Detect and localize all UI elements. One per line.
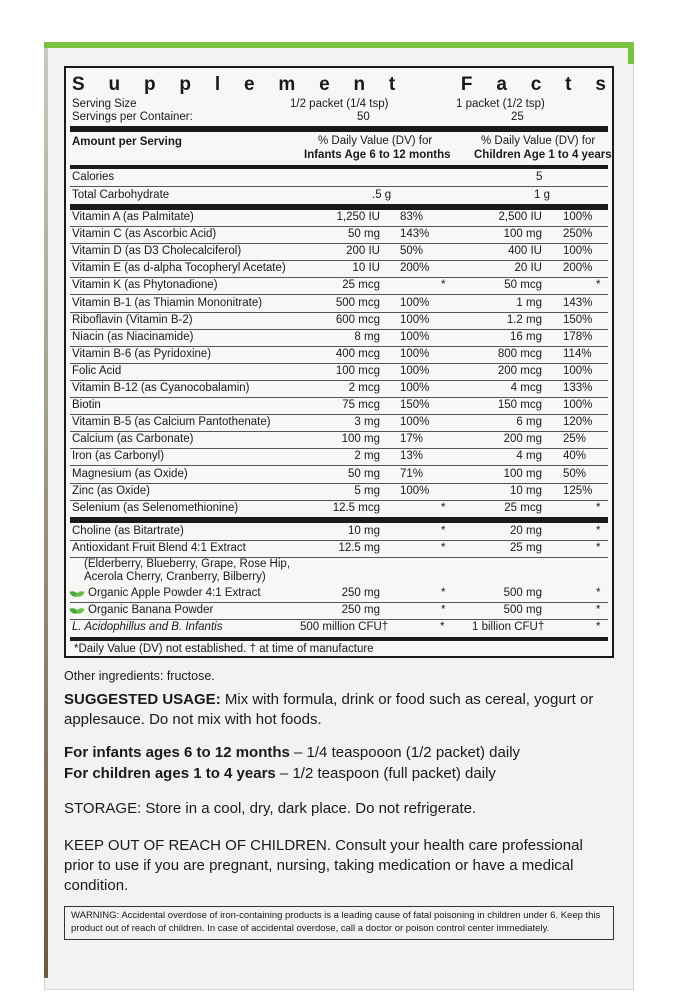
probiotic-child-dv: * (596, 621, 601, 633)
child-amount: 1.2 mg (506, 313, 542, 326)
nutrient-name: Vitamin B-12 (as Cyanocobalamin) (72, 382, 250, 394)
title-letter: S (72, 74, 85, 95)
probiotic-infant-amount: 500 million CFU† (300, 621, 389, 633)
nutrient-name: Organic Banana Powder (88, 604, 214, 616)
nutrient-row (66, 431, 612, 448)
infant-dv: 150% (400, 399, 430, 412)
infant-amount: 50 mg (348, 467, 380, 480)
nutrient-name: Vitamin D (as D3 Cholecalciferol) (72, 245, 242, 258)
child-dv: 178% (563, 330, 593, 343)
carb-infant: .5 g (372, 189, 392, 201)
infant-dv: 100% (400, 330, 430, 343)
infant-amount: 75 mcg (342, 399, 380, 412)
nutrient-row (66, 585, 612, 602)
package-edge-shadow (44, 48, 48, 978)
nutrient-row (66, 523, 612, 540)
nutrient-name: Vitamin B-5 (as Calcium Pantothenate) (72, 416, 271, 429)
infant-dv: 100% (400, 416, 430, 429)
child-amount: 200 mcg (497, 364, 542, 377)
child-dv: 133% (563, 382, 593, 394)
infant-amount: 100 mg (341, 433, 380, 446)
infant-amount: 500 mcg (335, 296, 380, 309)
child-dv: 143% (563, 296, 593, 309)
child-amount: 100 mg (503, 467, 542, 480)
iron-warning: WARNING: Accidental overdose of iron-containing products is a leading cause of fatal poisoning in children under 6. Keep this product out of reach of children. In case of accidental overdose, call a doctor or poison control center immediately. (64, 906, 614, 940)
calories-child: 5 (536, 171, 543, 183)
child-dv: 250% (563, 228, 593, 241)
servings-per-container-label: Servings per Container: (72, 111, 193, 123)
infant-dv: 200% (400, 262, 430, 275)
nutrient-row (66, 466, 612, 483)
nutrient-row (66, 243, 612, 260)
child-amount: 800 mcg (497, 347, 542, 360)
nutrient-name: Choline (as Bitartrate) (72, 525, 184, 537)
child-dv: 100% (563, 245, 593, 258)
nutrient-name: Biotin (72, 399, 101, 412)
organic-leaf-icon (70, 606, 84, 615)
nutrient-row (66, 312, 612, 329)
nutrient-row (66, 602, 612, 619)
nutrient-name: Vitamin C (as Ascorbic Acid) (72, 228, 217, 241)
infant-amount: 250 mg (341, 587, 380, 599)
nutrient-name: Vitamin A (as Palmitate) (72, 211, 194, 223)
title-letter: m (278, 74, 296, 95)
serving-size-label: Serving Size (72, 98, 137, 110)
nutrient-row (66, 414, 612, 431)
nutrient-row (66, 448, 612, 465)
title-letter: p (179, 74, 191, 95)
infant-serving-size: 1/2 packet (1/4 tsp) (290, 98, 389, 110)
nutrient-row (66, 260, 612, 277)
child-amount: 25 mg (510, 542, 542, 554)
suggested-usage (64, 690, 624, 730)
infant-amount: 200 IU (346, 245, 380, 258)
nutrient-name: Magnesium (as Oxide) (72, 467, 188, 480)
nutrient-row (66, 295, 612, 312)
infant-dv: 100% (400, 364, 430, 377)
nutrient-name: Vitamin B-6 (as Pyridoxine) (72, 347, 212, 360)
infant-dv: * (441, 279, 446, 292)
child-dv: 125% (563, 484, 593, 497)
infant-dv: 17% (400, 433, 424, 446)
infant-dv: * (441, 525, 446, 537)
facts-footnote: *Daily Value (DV) not established. † at time of manufacture (74, 643, 374, 655)
infant-amount: 50 mg (348, 228, 380, 241)
nutrient-row (66, 363, 612, 380)
title-letter: e (319, 74, 330, 95)
nutrient-row (66, 277, 612, 294)
title-letter: c (530, 74, 542, 95)
title-letter: u (108, 74, 121, 95)
infant-amount: 400 mcg (335, 347, 380, 360)
keep-out-of-reach: KEEP OUT OF REACH OF CHILDREN. Consult your health care professional prior to use if you are pregnant, nursing, taking medication or have a medical condition. (64, 837, 583, 894)
nutrient-row (66, 500, 612, 517)
child-dv: 200% (563, 262, 593, 275)
title-letter: p (143, 74, 156, 95)
infant-amount: 25 mcg (342, 279, 380, 292)
child-amount: 20 IU (514, 262, 542, 275)
nutrient-name: Antioxidant Fruit Blend 4:1 Extract (72, 542, 246, 554)
nutrient-name: Riboflavin (Vitamin B-2) (72, 313, 193, 326)
infant-dosage (64, 743, 624, 763)
infant-amount: 2 mg (354, 450, 380, 463)
child-dosage-text: – 1/2 teaspoon (full packet) daily (275, 765, 496, 782)
supplement-facts-title (72, 74, 606, 96)
child-dv: 50% (563, 467, 587, 480)
infant-dv: 143% (400, 228, 430, 241)
title-letter: l (214, 74, 221, 95)
nutrient-row (66, 397, 612, 414)
title-letter: F (460, 74, 473, 95)
title-letter: t (565, 74, 572, 95)
child-dv: * (596, 604, 601, 616)
child-amount: 500 mg (503, 587, 542, 599)
child-dv: * (596, 587, 601, 599)
child-dv: 120% (563, 416, 593, 429)
nutrient-name: Vitamin E (as d-alpha Tocopheryl Acetate) (72, 262, 286, 275)
nutrient-row (66, 226, 612, 243)
child-serving-size: 1 packet (1/2 tsp) (456, 98, 545, 110)
child-dv: * (596, 279, 601, 292)
child-amount: 10 mg (510, 484, 542, 497)
infant-amount: 2 mcg (348, 382, 380, 394)
infant-dv: 100% (400, 484, 430, 497)
infant-amount: 250 mg (341, 604, 380, 616)
infant-amount: 100 mcg (335, 364, 380, 377)
title-letter: e (243, 74, 255, 95)
child-dv: 25% (563, 433, 587, 446)
child-amount: 6 mg (516, 416, 542, 429)
child-amount: 150 mcg (497, 399, 542, 412)
nutrient-row (66, 329, 612, 346)
carb-row (66, 187, 612, 204)
child-amount: 50 mcg (504, 279, 542, 292)
infant-amount: 8 mg (354, 330, 380, 343)
nutrient-name: Vitamin B-1 (as Thiamin Mononitrate) (72, 296, 263, 309)
child-dv: 114% (563, 347, 592, 360)
child-amount: 2,500 IU (498, 211, 542, 223)
probiotic-name: L. Acidophillus and B. Infantis (72, 621, 223, 633)
title-letter: t (388, 74, 396, 95)
infant-dv: * (441, 604, 446, 616)
infant-dosage-text: – 1/4 teaspooon (1/2 packet) daily (289, 744, 521, 761)
child-dv: 100% (563, 364, 593, 377)
infant-amount: 5 mg (354, 484, 380, 497)
calories-label: Calories (72, 171, 115, 183)
dv-child-header-1: % Daily Value (DV) for (481, 135, 596, 147)
child-dv: 100% (563, 211, 593, 223)
child-amount: 4 mcg (510, 382, 542, 394)
nutrient-name: Calcium (as Carbonate) (72, 433, 194, 446)
dv-infant-header-2: Infants Age 6 to 12 months (304, 149, 451, 161)
infant-dv: 83% (400, 211, 424, 223)
divider-thick (70, 126, 608, 132)
carb-child: 1 g (534, 189, 550, 201)
probiotic-infant-dv: * (440, 621, 445, 633)
title-letter: s (595, 74, 606, 95)
child-amount: 16 mg (510, 330, 542, 343)
nutrient-row (66, 380, 612, 397)
child-amount: 400 IU (508, 245, 542, 258)
nutrient-name: Selenium (as Selenomethionine) (72, 501, 239, 514)
fruit-blend-line-1: (Elderberry, Blueberry, Grape, Rose Hip, (84, 558, 291, 570)
infant-dv: * (441, 587, 446, 599)
infant-dv: 100% (400, 382, 430, 394)
infant-servings: 50 (357, 111, 370, 123)
amount-per-serving-label: Amount per Serving (72, 136, 182, 148)
nutrient-name: Vitamin K (as Phytonadione) (72, 279, 218, 292)
child-dv: * (596, 542, 601, 554)
infant-amount: 3 mg (354, 416, 380, 429)
organic-leaf-icon (70, 589, 84, 598)
nutrient-name: Iron (as Carbonyl) (72, 450, 165, 463)
infant-dv: 100% (400, 347, 430, 360)
infant-dv: 50% (400, 245, 424, 258)
infant-amount: 10 IU (352, 262, 380, 275)
child-dv: 100% (563, 399, 593, 412)
infant-amount: 600 mcg (335, 313, 380, 326)
title-gap (419, 74, 437, 96)
suggested-usage-text: Mix with formula, drink or food such as cereal, yogurt or applesauce. Do not mix with hot foods. (64, 691, 594, 728)
child-amount: 500 mg (503, 604, 542, 616)
child-dv: * (596, 525, 601, 537)
nutrient-name: Zinc (as Oxide) (72, 484, 150, 497)
supplement-facts-panel (64, 66, 614, 658)
storage-instructions: STORAGE: Store in a cool, dry, dark place. Do not refrigerate. (64, 800, 477, 817)
nutrient-name: Organic Apple Powder 4:1 Extract (88, 587, 261, 599)
nutrient-row (66, 209, 612, 226)
child-amount: 100 mg (503, 228, 542, 241)
infant-dv: 100% (400, 313, 430, 326)
nutrient-row (66, 540, 612, 557)
title-letter: n (353, 74, 366, 95)
green-stripe-top (44, 42, 634, 48)
infant-amount: 12.5 mg (338, 542, 380, 554)
infant-dv: 13% (400, 450, 424, 463)
child-dosage-label: For children ages 1 to 4 years (64, 765, 276, 782)
nutrient-name: Niacin (as Niacinamide) (72, 330, 194, 343)
infant-dv: * (441, 501, 446, 514)
calories-row (66, 169, 612, 186)
child-amount: 20 mg (510, 525, 542, 537)
suggested-usage-label: SUGGESTED USAGE: (64, 691, 221, 708)
dv-child-header-2: Children Age 1 to 4 years (474, 149, 612, 161)
child-dv: 40% (563, 450, 587, 463)
infant-dv: 71% (400, 467, 424, 480)
child-amount: 25 mcg (504, 501, 542, 514)
child-dv: * (596, 501, 601, 514)
child-amount: 4 mg (516, 450, 542, 463)
child-amount: 200 mg (503, 433, 542, 446)
child-servings: 25 (511, 111, 524, 123)
green-stripe-corner (628, 42, 634, 64)
carb-label: Total Carbohydrate (72, 189, 170, 201)
other-ingredients: Other ingredients: fructose. (64, 669, 215, 683)
nutrient-row (66, 483, 612, 500)
infant-dosage-label: For infants ages 6 to 12 months (64, 744, 290, 761)
infant-dv: 100% (400, 296, 430, 309)
infant-amount: 10 mg (348, 525, 380, 537)
nutrient-name: Folic Acid (72, 364, 122, 377)
infant-dv: * (441, 542, 446, 554)
infant-amount: 1,250 IU (336, 211, 380, 223)
fruit-blend-line-2: Acerola Cherry, Cranberry, Bilberry) (84, 571, 266, 583)
probiotic-row (66, 619, 612, 636)
nutrient-row (66, 346, 612, 363)
child-amount: 1 mg (516, 296, 542, 309)
dv-infant-header-1: % Daily Value (DV) for (318, 135, 433, 147)
divider-medium (70, 637, 608, 641)
probiotic-child-amount: 1 billion CFU† (472, 621, 545, 633)
child-dosage (64, 764, 624, 784)
title-letter: a (496, 74, 507, 95)
infant-amount: 12.5 mcg (332, 501, 380, 514)
child-dv: 150% (563, 313, 593, 326)
